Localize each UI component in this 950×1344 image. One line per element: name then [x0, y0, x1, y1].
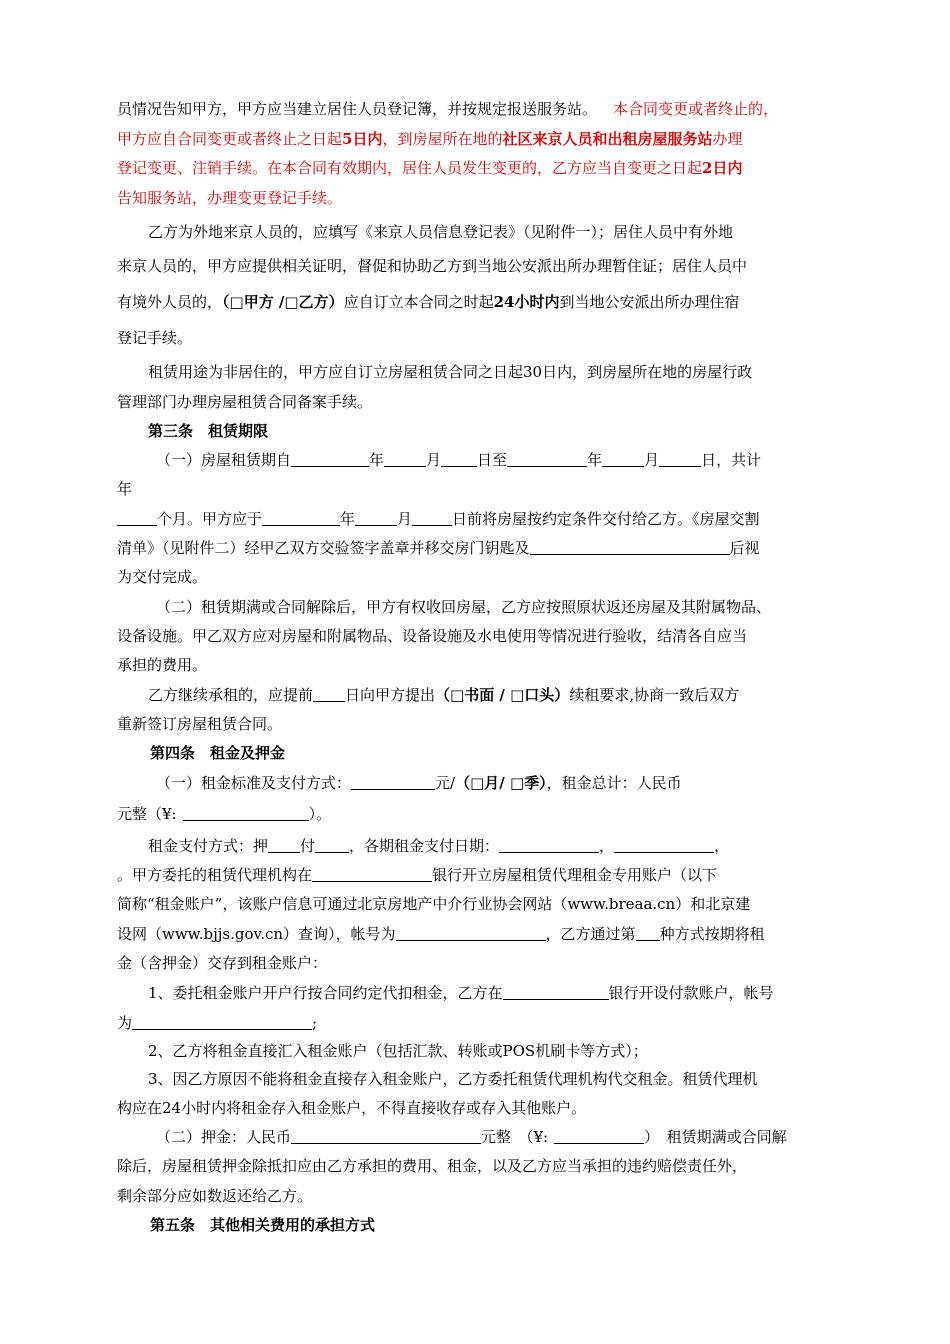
red-text: 本合同变更或者终止的，	[613, 100, 779, 118]
bold-text: 24小时内	[493, 293, 560, 311]
deposit-months-blank[interactable]	[268, 837, 300, 853]
text: 有境外人员的，	[117, 293, 223, 311]
heading: 第四条 租金及押金	[150, 744, 286, 762]
text: 重新签订房屋租赁合同。	[117, 715, 283, 733]
start-month-blank[interactable]	[384, 451, 426, 467]
text: ）。	[308, 805, 332, 823]
p2-line-2	[117, 255, 833, 277]
text: 月	[397, 510, 413, 528]
p2-line-3	[117, 291, 833, 313]
months-blank[interactable]	[117, 510, 157, 526]
handover-month-blank[interactable]	[355, 510, 397, 526]
text: 1、委托租金账户开户行按合同约定代扣租金，乙方在	[148, 984, 503, 1002]
checkbox-choice-party[interactable]: （□甲方 /□乙方）	[222, 293, 344, 311]
text: 租金支付方式：押	[148, 837, 269, 855]
payer-bank-blank[interactable]	[503, 984, 609, 1000]
text: 承担的费用。	[117, 656, 208, 674]
art3-line-1	[156, 449, 833, 471]
art4-line-11	[148, 1068, 833, 1090]
text: 管理部门办理房屋租赁合同备案手续。	[117, 393, 373, 411]
bold-text: 5日内	[342, 130, 383, 148]
text: 。甲方委托的租赁代理机构在	[117, 866, 313, 884]
heading: 第三条 租赁期限	[148, 422, 269, 440]
text: 种方式按期将租	[659, 925, 765, 943]
text: 年	[587, 451, 603, 469]
text: ;	[312, 1014, 318, 1032]
text: 为交付完成。	[117, 568, 208, 586]
p1-line-1	[117, 98, 833, 120]
p2-line-4	[117, 327, 833, 349]
article-4-title	[150, 742, 833, 764]
art4-line-4	[117, 864, 833, 886]
text: 告知服务站，办理变更登记手续。	[117, 189, 343, 207]
text: 银行开设付款账户，帐号	[608, 984, 774, 1002]
pay-months-blank[interactable]	[315, 837, 349, 853]
text: ，各期租金支付日期：	[349, 837, 500, 855]
text: ，乙方通过第	[545, 925, 636, 943]
text: （二）押金：人民币	[156, 1128, 292, 1146]
art3-line-9	[148, 684, 833, 706]
bold-text: 社区来京人员和出租房屋服务站	[502, 130, 713, 148]
text: 登记手续。	[117, 329, 193, 347]
art4-line-12	[117, 1097, 833, 1119]
heading: 第五条 其他相关费用的承担方式	[150, 1216, 376, 1234]
text: 元整 （¥:	[481, 1128, 549, 1146]
text: ，租金总计：人民币	[546, 774, 682, 792]
rent-total-blank[interactable]	[183, 805, 309, 821]
text: 设备设施。甲乙双方应对房屋和附属物品、设备设施及水电使用等情况进行验收，结清各自应当	[117, 627, 748, 645]
pay-date-blank-1[interactable]	[499, 837, 599, 853]
deposit-amount-blank[interactable]	[291, 1128, 481, 1144]
p1-line-2	[117, 128, 833, 150]
article-5-title	[150, 1214, 833, 1236]
text: 银行开立房屋租赁代理租金专用账户（以下	[432, 866, 718, 884]
art4-line-15	[117, 1185, 833, 1207]
text: 月	[426, 451, 442, 469]
text: 构应在24小时内将租金存入租金账户，不得直接收存或存入其他账户。	[117, 1099, 587, 1117]
p1-line-4	[117, 187, 833, 209]
text: 到当地公安派出所办理住宿	[559, 293, 740, 311]
art3-line-4	[117, 537, 833, 559]
checkbox-choice-period[interactable]: （□月/ □季）	[455, 774, 547, 792]
text: 除后，房屋租赁押金除抵扣应由乙方承担的费用、租金，以及乙方应当承担的违约赔偿责任外，	[117, 1157, 748, 1175]
handover-day-blank[interactable]	[412, 510, 452, 526]
art4-line-8	[148, 982, 833, 1004]
art4-line-14	[117, 1155, 833, 1177]
handover-item-blank[interactable]	[530, 539, 730, 555]
text: 年	[117, 480, 133, 498]
text: 设网（www.bjjs.gov.cn）查询），帐号为	[117, 925, 396, 943]
text: 剩余部分应如数返还给乙方。	[117, 1187, 313, 1205]
text: 金（含押金）交存到租金账户：	[117, 954, 328, 972]
text: 来京人员的，甲方应提供相关证明，督促和协助乙方到当地公安派出所办理暂住证；居住人员中	[117, 257, 748, 275]
p3-line-1	[148, 361, 833, 383]
text: 应自订立本合同之时起	[343, 293, 494, 311]
text: 续租要求,协商一致后双方	[569, 686, 740, 704]
art4-line-3	[148, 835, 833, 857]
method-number-blank[interactable]	[636, 925, 660, 941]
text: 日，共计	[701, 451, 762, 469]
text: 甲方应自合同变更或者终止之日起	[117, 130, 343, 148]
text: 日至	[477, 451, 508, 469]
art4-line-1	[156, 772, 833, 794]
text: 乙方为外地来京人员的，应填写《来京人员信息登记表》（见附件一）；居住人员中有外地	[148, 223, 734, 241]
rent-amount-blank[interactable]	[351, 774, 435, 790]
text: （一）房屋租赁期自	[156, 451, 292, 469]
art4-line-10	[148, 1040, 833, 1062]
start-day-blank[interactable]	[441, 451, 477, 467]
payer-account-blank[interactable]	[132, 1014, 312, 1030]
text: 办理	[712, 130, 743, 148]
text: 租赁用途为非居住的，甲方应自订立房屋租赁合同之日起30日内，到房屋所在地的房屋行政	[148, 363, 753, 381]
article-3-title	[148, 420, 833, 442]
text: ） 租赁期满或合同解	[644, 1128, 787, 1146]
p3-line-2	[117, 391, 833, 413]
renewal-days-blank[interactable]	[313, 686, 345, 702]
art4-line-9	[117, 1012, 833, 1034]
art3-line-3	[117, 508, 833, 530]
art4-line-6	[117, 923, 833, 945]
art3-line-8	[117, 654, 833, 676]
start-year-blank[interactable]	[291, 451, 369, 467]
text: 简称“租金账户”，该账户信息可通过北京房地产中介行业协会网站（www.breaa.cn）和北京建	[117, 895, 751, 913]
p1-line-3	[117, 157, 833, 179]
end-month-blank[interactable]	[602, 451, 644, 467]
art3-line-6	[156, 596, 833, 618]
bank-name-blank[interactable]	[312, 866, 432, 882]
bold-text: 2日内	[702, 159, 743, 177]
text: 2、乙方将租金直接汇入租金账户（包括汇款、转账或POS机刷卡等方式）；	[148, 1042, 648, 1060]
text: 为	[117, 1014, 133, 1032]
art4-line-13	[156, 1126, 833, 1148]
checkbox-choice-form[interactable]: （□书面 / □口头）	[435, 686, 570, 704]
text: 个月。甲方应于	[157, 510, 263, 528]
text: 登记变更、注销手续。在本合同有效期内，居住人员发生变更的，乙方应当自变更之日起	[117, 159, 703, 177]
text: 元整（¥:	[117, 805, 177, 823]
text: ，到房屋所在地的	[382, 130, 503, 148]
art4-line-5	[117, 893, 833, 915]
text: （一）租金标准及支付方式：	[156, 774, 352, 792]
handover-year-blank[interactable]	[262, 510, 340, 526]
art3-line-10	[117, 713, 833, 735]
account-number-blank[interactable]	[396, 925, 546, 941]
text: 年	[369, 451, 385, 469]
pay-date-blank-2[interactable]	[614, 837, 714, 853]
art4-line-7	[117, 952, 833, 974]
text: 日前将房屋按约定条件交付给乙方。《房屋交割	[452, 510, 760, 528]
end-year-blank[interactable]	[507, 451, 587, 467]
text: （二）租赁期满或合同解除后，甲方有权收回房屋，乙方应按照原状返还房屋及其附属物品、	[156, 598, 772, 616]
text: ，	[599, 837, 615, 855]
text: 年	[340, 510, 356, 528]
art4-line-2	[117, 803, 833, 825]
text: 日向甲方提出	[345, 686, 436, 704]
text: ，	[714, 837, 730, 855]
text: 3、因乙方原因不能将租金直接存入租金账户，乙方委托租赁代理机构代交租金。租赁代理机	[148, 1070, 758, 1088]
text: 付	[300, 837, 316, 855]
art3-line-5	[117, 566, 833, 588]
text: 元/	[435, 774, 456, 792]
art3-line-7	[117, 625, 833, 647]
art3-line-2	[117, 478, 833, 500]
end-day-blank[interactable]	[659, 451, 701, 467]
deposit-number-blank[interactable]	[554, 1128, 644, 1144]
p2-line-1	[148, 221, 833, 243]
text: 月	[644, 451, 660, 469]
text: 后视	[729, 539, 760, 557]
text: 乙方继续承租的，应提前	[148, 686, 314, 704]
text: 清单》（见附件二）经甲乙双方交验签字盖章并移交房门钥匙及	[117, 539, 530, 557]
text: 员情况告知甲方，甲方应当建立居住人员登记簿，并按规定报送服务站。	[117, 100, 598, 118]
